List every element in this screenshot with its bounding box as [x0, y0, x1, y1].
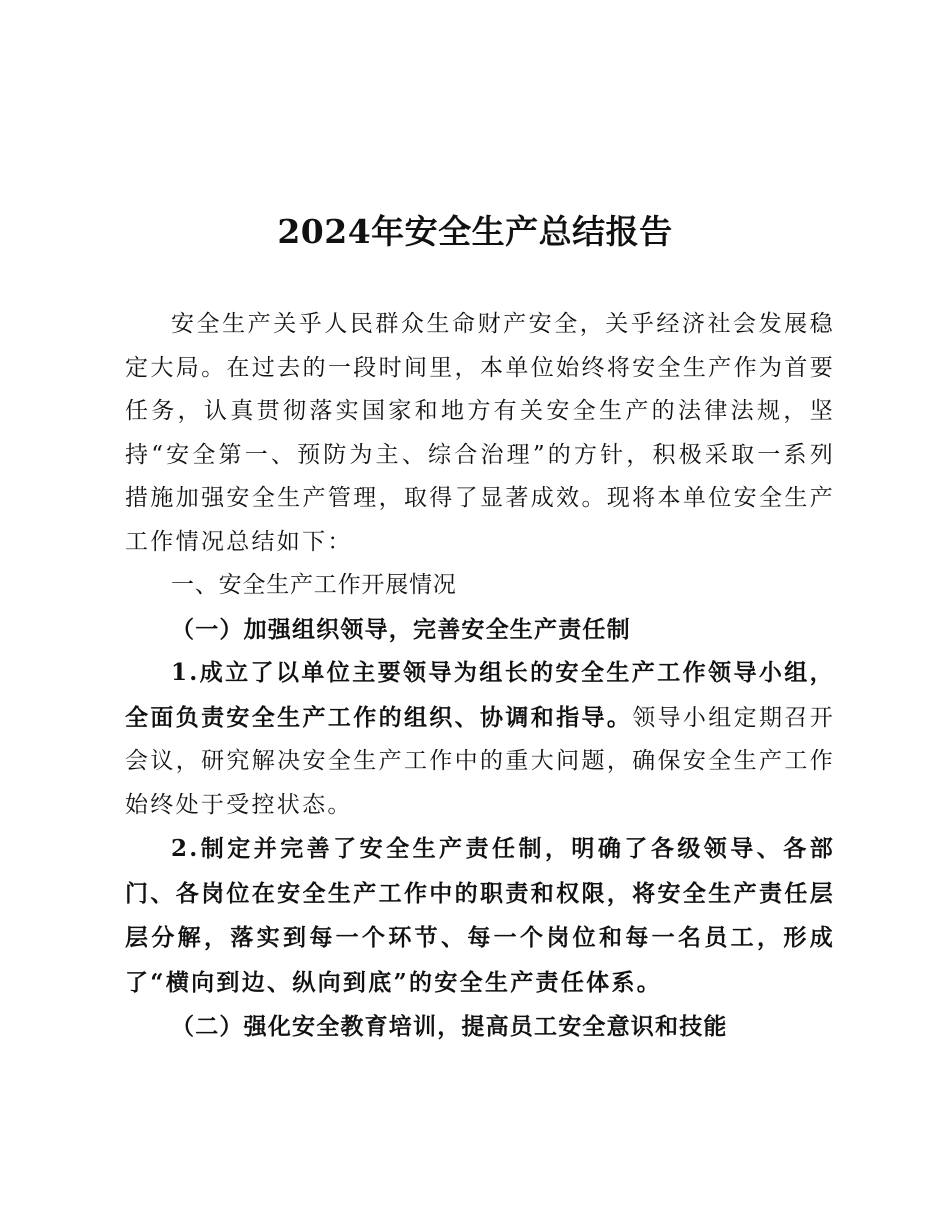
document-title: 2024年安全生产总结报告 — [277, 212, 673, 251]
section-heading: 一、安全生产工作开展情况 — [171, 572, 457, 598]
intro-paragraph: 安全生产关乎人民群众生命财产安全，关乎经济社会发展稳定大局。在过去的一段时间里，本单位始终将安全生产作为首要任务，认真贯彻落实国家和地方有关安全生产的法律法规，坚持“安全第一、预防为主、综合治理”的方针，积极采取一系列措施加强安全生产管理，取得了显著成效。现将本单位安全生产工作情况总结如下： — [125, 311, 835, 555]
item-paragraph — [125, 827, 835, 1005]
document-body — [125, 303, 835, 1049]
item-lead-text: 1.成立了以单位主要领导为组长的安全生产工作领导小组，全面负责安全生产工作的组织、协调和指导。 — [125, 659, 835, 731]
item-lead-text: 2.制定并完善了安全生产责任制，明确了各级领导、各部门、各岗位在安全生产工作中的职责和权限，将安全生产责任层层分解，落实到每一个环节、每一个岗位和每一名员工，形成了“横向到边、纵向到底”的安全生产责任体系。 — [125, 835, 835, 996]
item-paragraph — [125, 651, 835, 827]
subsection-heading: （二）强化安全教育培训，提高员工安全意识和技能 — [171, 1013, 728, 1040]
subsection-heading: （一）加强组织领导，完善安全生产责任制 — [171, 615, 631, 643]
item-body-text: 领导小组定期召开会议，研究解决安全生产工作中的重大问题，确保安全生产工作始终处于受控状态。 — [125, 704, 836, 818]
